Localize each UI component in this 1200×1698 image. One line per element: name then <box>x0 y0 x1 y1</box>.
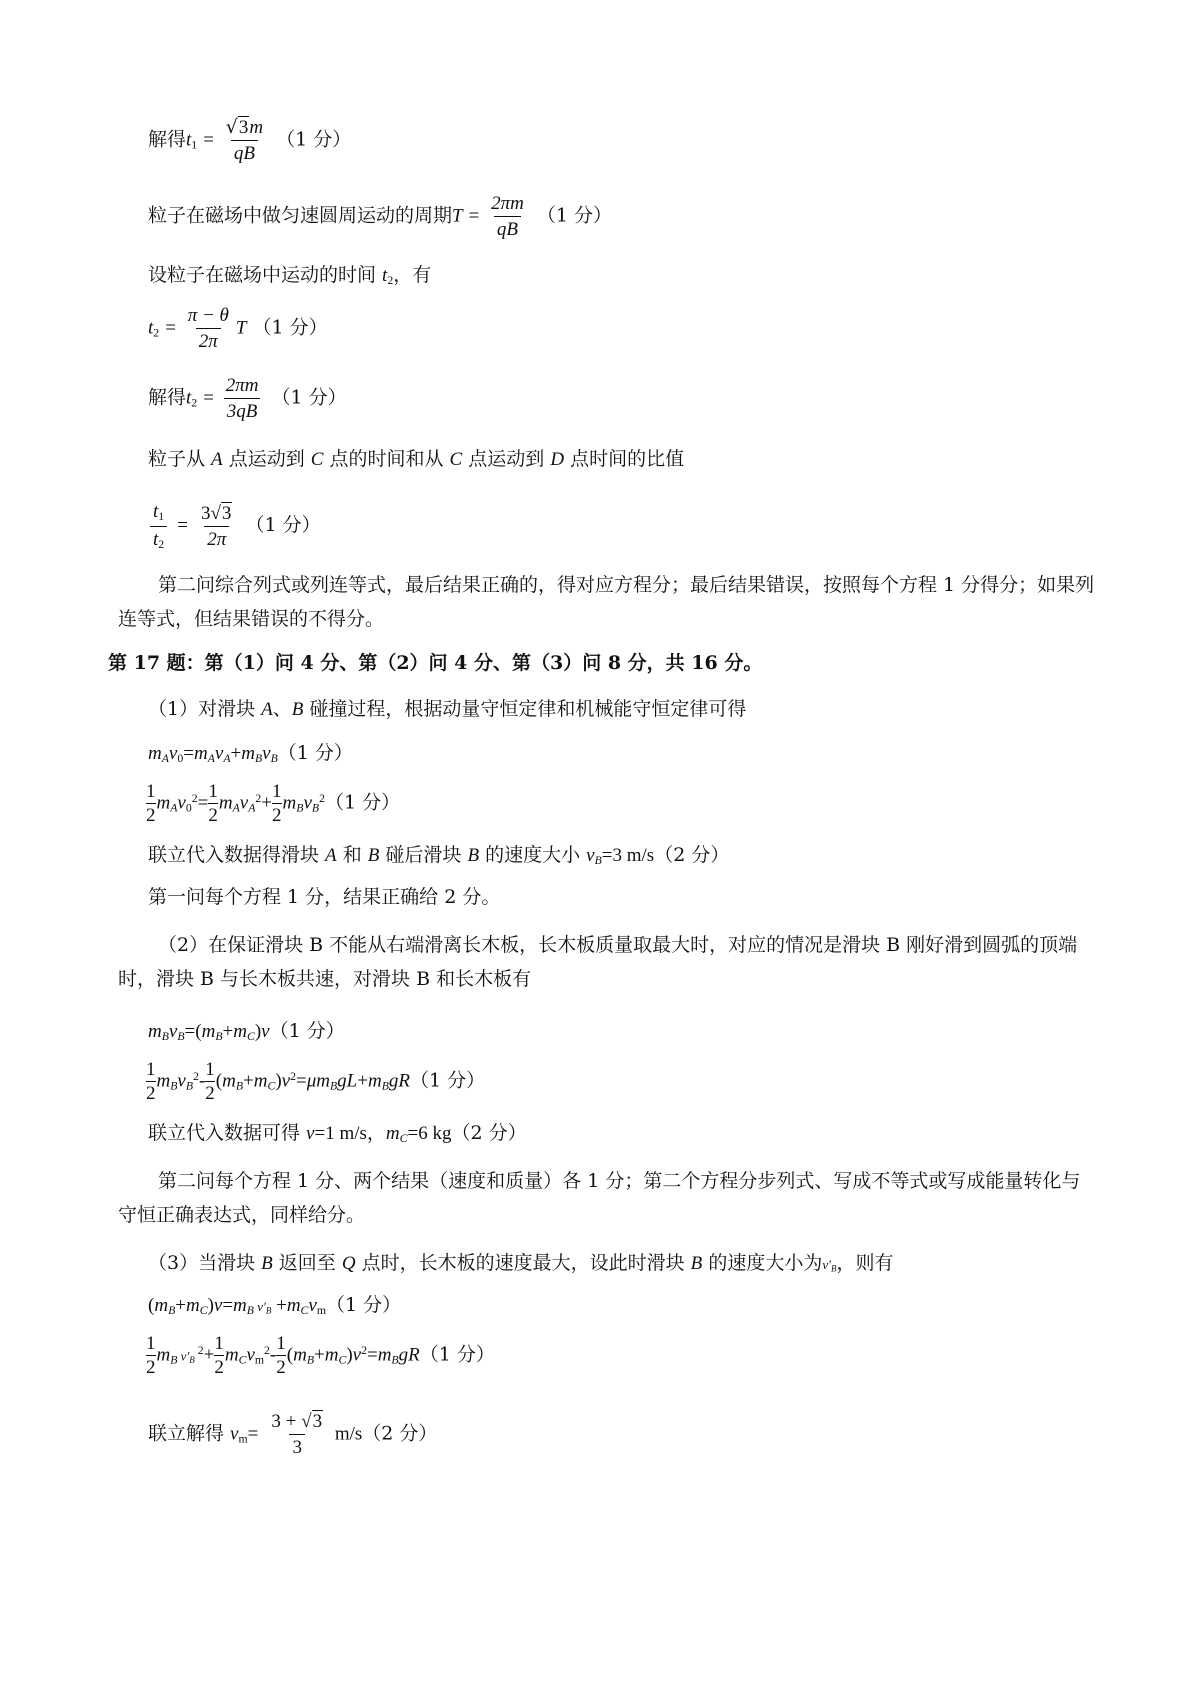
t2-formula-fraction: $\frac{\pi - \theta}{2\pi}$ <box>187 305 229 352</box>
part2-result: 联立代入数据可得 v=1 m/s，$m_C=6$ kg（2 分） <box>148 1122 527 1145</box>
period-fraction: $\frac{2\pi m}{qB}$ <box>491 193 524 240</box>
vmax-fraction: $\frac{3 + √3}{3}$ <box>271 1411 323 1458</box>
part2-intro: （2）在保证滑块 B 不能从右端滑离长木板，长木板质量取最大时，对应的情况是滑块 B 刚好滑到圆弧的顶端时，滑块 B 与长木板共速，对滑块 B 和长木板有 <box>118 934 1078 990</box>
grading-note-q16: 第二问综合列式或列连等式，最后结果正确的，得对应方程分；最后结果错误，按照每个方程 1 分得分；如果列连等式，但结果错误的不得分。 <box>118 574 1095 630</box>
t1-fraction: $\frac{√3m}{qB}$ <box>225 116 264 164</box>
grading-note-part1: 第一问每个方程 1 分，结果正确给 2 分。 <box>148 886 501 908</box>
energy-friction-equation: $\frac{1}{2}$ $m_Bv_B^2-$ $\frac{1}{2}$ $(m_B+m_C)v^2=\mu m_BgL+m_BgR(1$ 分） <box>146 1059 486 1104</box>
ratio-lhs-fraction: $\frac{t_1}{t_2}$ <box>150 502 167 550</box>
t2-formula-line: $t_2$ = $\frac{\pi - \theta}{2\pi}$ T （1 分） <box>148 305 328 352</box>
part3-energy-equation: $\frac{1}{2}$ $m_B$ $v'_B$ $^2$+ $\frac{1}{2}$ $m_Cv_m^2-$ $\frac{1}{2}$ $(m_B+m_C)v^2=m_BgR(1$ 分） <box>146 1333 495 1378</box>
period-line: 粒子在磁场中做匀速圆周运动的周期T = $\frac{2\pi m}{qB}$ （1 分） <box>148 193 613 240</box>
part3-momentum-equation: $(m_B+m_C)v=m_B$ $v'_B +m_Cv_m(1$ 分） <box>148 1294 402 1317</box>
ratio-line: $\frac{t_1}{t_2}$ = $\frac{3√3}{2\pi}$ （1 分） <box>146 502 321 550</box>
energy-equation: $\frac{1}{2}$ $m_Av_0^2=$ $\frac{1}{2}$ $m_Av_A^2+$ $\frac{1}{2}$ $m_Bv_B^2(1$ 分） <box>146 781 401 826</box>
part3-intro: （3）当滑块 B 返回至 Q 点时，长木板的速度最大，设此时滑块 B 的速度大小为$v'_B$，则有 <box>148 1252 894 1274</box>
solution-t2-line: 解得$t_2$ = $\frac{2\pi m}{3qB}$ （1 分） <box>148 375 347 422</box>
part1-intro: （1）对滑块 A、B 碰撞过程，根据动量守恒定律和机械能守恒定律可得 <box>148 698 747 720</box>
grading-note-part2: 第二问每个方程 1 分、两个结果（速度和质量）各 1 分；第二个方程分步列式、写成不等式或写成能量转化与守恒正确表达式，同样给分。 <box>118 1170 1081 1226</box>
ratio-rhs-fraction: $\frac{3√3}{2\pi}$ <box>200 502 232 550</box>
part1-result: 联立代入数据得滑块 A 和 B 碰后滑块 B 的速度大小 $v_B=3$ m/s（2 分） <box>148 844 730 867</box>
common-velocity-equation: $m_Bv_B=(m_B+m_C)v(1$ 分） <box>148 1020 345 1043</box>
time-intro-line: 设粒子在磁场中运动的时间 $t_2$，有 <box>148 264 432 287</box>
momentum-equation: $m_Av_0=m_Av_A+m_Bv_B(1$ 分） <box>148 742 353 765</box>
question-17-heading: 第 17 题：第（1）问 4 分、第（2）问 4 分、第（3）问 8 分，共 16 分。 <box>108 652 763 674</box>
part3-result: 联立解得 $v_m=$ $\frac{3 + √3}{3}$ m/s（2 分） <box>148 1411 438 1458</box>
ratio-intro-line: 粒子从 A 点运动到 C 点的时间和从 C 点运动到 D 点时间的比值 <box>148 448 685 470</box>
t2-fraction: $\frac{2\pi m}{3qB}$ <box>225 375 259 422</box>
solution-t1-line: 解得$t_1$ = $\frac{√3m}{qB}$ （1 分） <box>148 116 352 164</box>
